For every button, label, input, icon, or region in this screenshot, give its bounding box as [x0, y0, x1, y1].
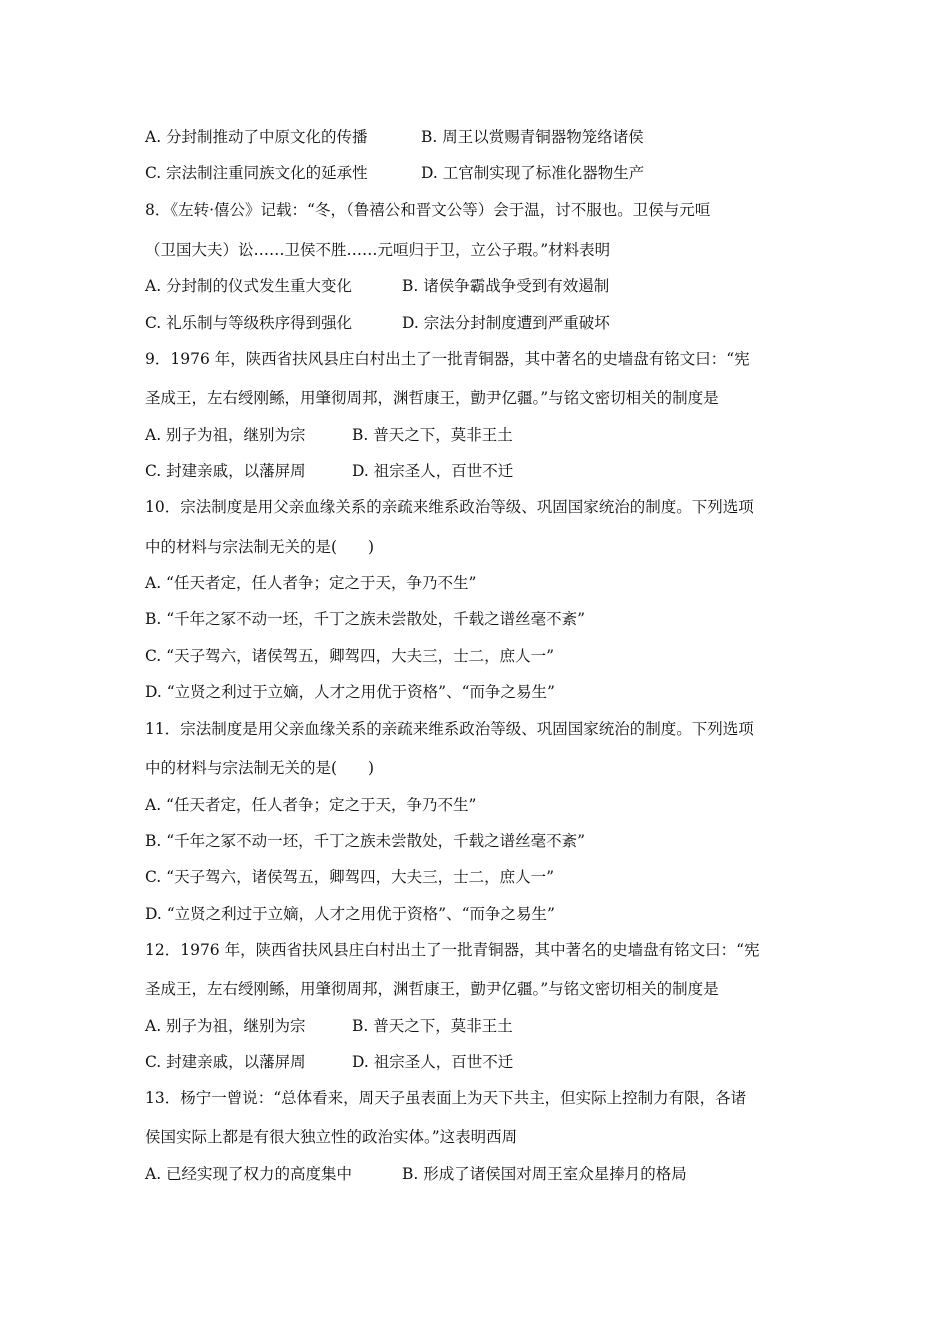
q13-stem-line2: 侯国实际上都是有很大独立性的政治实体。”这表明西周	[145, 1128, 518, 1146]
q10-stem-line2: 中的材料与宗法制无关的是( )	[145, 538, 375, 556]
q8-stem-line1: 8．《左转·僖公》记载：“冬，（鲁禧公和晋文公等）会于温，讨不服也。卫侯与元咺	[145, 201, 711, 219]
q9-option-d: D. 祖宗圣人，百世不迁	[352, 462, 514, 480]
q10-option-b: B. “千年之冢不动一坯，千丁之族未尝散处，千载之谱丝毫不紊”	[145, 610, 586, 628]
q7-option-b: B. 周王以赏赐青铜器物笼络诸侯	[421, 128, 644, 146]
q13-option-row-ab	[145, 1164, 687, 1184]
q11-stem-line2: 中的材料与宗法制无关的是( )	[145, 759, 375, 777]
q12-option-b: B. 普天之下，莫非王土	[352, 1017, 513, 1035]
q12-option-c: C. 封建亲戚，以藩屏周	[145, 1053, 306, 1071]
q13-option-a: A. 已经实现了权力的高度集中	[145, 1165, 353, 1183]
q11-stem-line1: 11．宗法制度是用父亲血缘关系的亲疏来维系政治等级、巩固国家统治的制度。下列选项	[145, 720, 754, 738]
q7-option-a: A. 分封制推动了中原文化的传播	[145, 128, 368, 146]
q7-option-c: C. 宗法制注重同族文化的延承性	[145, 164, 368, 182]
q8-stem-line2: （卫国大夫）讼……卫侯不胜……元咺归于卫，立公子瑕。”材料表明	[145, 241, 611, 259]
q10-option-c: C. “天子驾六，诸侯驾五，卿驾四，大夫三，士二，庶人一”	[145, 647, 555, 665]
q9-option-a: A. 别子为祖，继别为宗	[145, 426, 306, 444]
q10-stem-line1: 10．宗法制度是用父亲血缘关系的亲疏来维系政治等级、巩固国家统治的制度。下列选项	[145, 498, 754, 516]
q8-option-d: D. 宗法分封制度遭到严重破坏	[402, 314, 610, 332]
q12-stem-line2: 圣成王，左右绶刚鲧，用肇彻周邦，渊哲康王，勯尹亿疆。”与铭文密切相关的制度是	[145, 980, 719, 998]
q9-option-row-cd	[145, 461, 514, 481]
q8-option-row-cd	[145, 313, 610, 333]
q7-option-row-cd	[145, 163, 645, 183]
q10-option-a: A. “任天者定，任人者争；定之于天，争乃不生”	[145, 574, 477, 592]
q12-option-row-cd	[145, 1052, 514, 1072]
q8-option-b: B. 诸侯争霸战争受到有效遏制	[402, 277, 610, 295]
q12-stem-line1: 12．1976 年，陕西省扶风县庄白村出土了一批青铜器，其中著名的史墙盘有铭文曰：“宪	[145, 941, 760, 959]
q9-stem-line2: 圣成王，左右绶刚鲧，用肇彻周邦，渊哲康王，勯尹亿疆。”与铭文密切相关的制度是	[145, 389, 719, 407]
q10-option-d: D. “立贤之利过于立嫡，人才之用优于资格”、“而争之易生”	[145, 683, 555, 701]
q12-option-row-ab	[145, 1016, 513, 1036]
q7-option-d: D. 工官制实现了标准化器物生产	[421, 164, 645, 182]
q7-option-row-ab	[145, 127, 644, 147]
q8-option-a: A. 分封制的仪式发生重大变化	[145, 277, 353, 295]
q12-option-d: D. 祖宗圣人，百世不迁	[352, 1053, 514, 1071]
q9-option-c: C. 封建亲戚，以藩屏周	[145, 462, 306, 480]
q9-stem-line1: 9．1976 年，陕西省扶风县庄白村出土了一批青铜器，其中著名的史墙盘有铭文曰：“宪	[145, 350, 750, 368]
q11-option-b: B. “千年之冢不动一坯，千丁之族未尝散处，千载之谱丝毫不紊”	[145, 832, 586, 850]
q13-option-b: B. 形成了诸侯国对周王室众星捧月的格局	[402, 1165, 687, 1183]
q8-option-c: C. 礼乐制与等级秩序得到强化	[145, 314, 353, 332]
q12-option-a: A. 别子为祖，继别为宗	[145, 1017, 306, 1035]
q13-stem-line1: 13．杨宁一曾说：“总体看来，周天子虽表面上为天下共主，但实际上控制力有限，各诸	[145, 1089, 747, 1107]
q9-option-b: B. 普天之下，莫非王土	[352, 426, 513, 444]
q9-option-row-ab	[145, 425, 513, 445]
q8-option-row-ab	[145, 276, 610, 296]
q11-option-c: C. “天子驾六，诸侯驾五，卿驾四，大夫三，士二，庶人一”	[145, 868, 555, 886]
q11-option-d: D. “立贤之利过于立嫡，人才之用优于资格”、“而争之易生”	[145, 905, 555, 923]
q11-option-a: A. “任天者定，任人者争；定之于天，争乃不生”	[145, 796, 477, 814]
